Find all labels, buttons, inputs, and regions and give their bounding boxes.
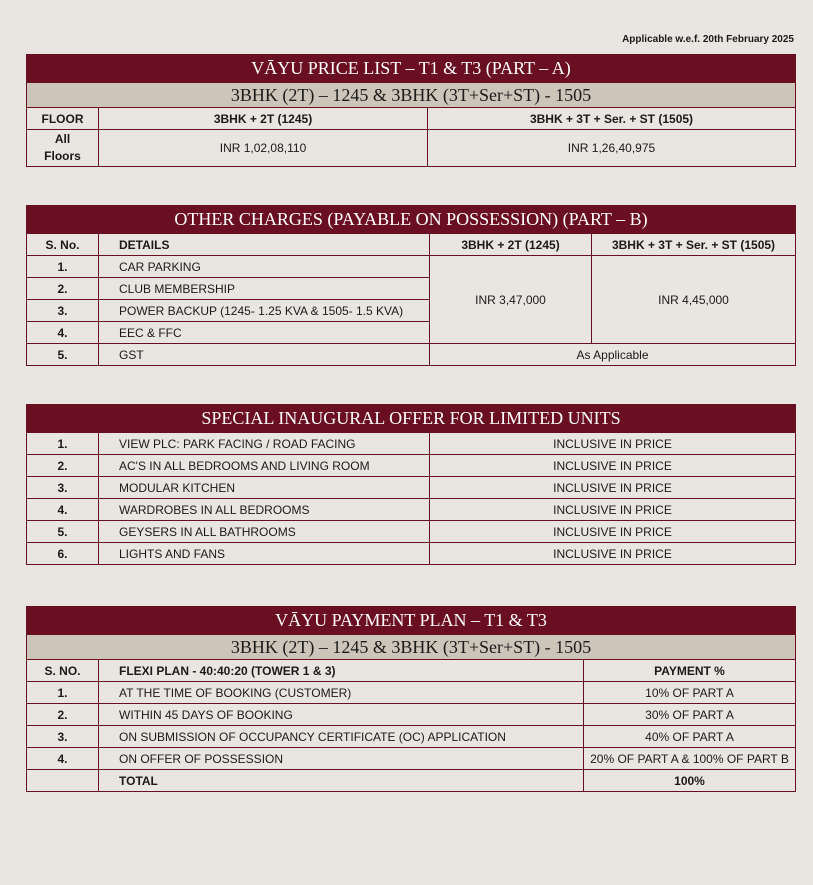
floor-line-1: All xyxy=(54,132,71,146)
row-number: 3. xyxy=(27,477,99,499)
header-details: DETAILS xyxy=(99,234,430,256)
offer-item: WARDROBES IN ALL BEDROOMS xyxy=(99,499,430,521)
row-number: 2. xyxy=(27,278,99,300)
row-number: 4. xyxy=(27,499,99,521)
special-offer-table xyxy=(26,404,796,565)
offer-item: GEYSERS IN ALL BATHROOMS xyxy=(99,521,430,543)
special-offer-title: SPECIAL INAUGURAL OFFER FOR LIMITED UNITS xyxy=(27,405,796,433)
header-payment: PAYMENT % xyxy=(584,660,796,682)
charge-detail: CAR PARKING xyxy=(99,256,430,278)
price-1245: INR 1,02,08,110 xyxy=(99,130,428,167)
charge-detail: POWER BACKUP (1245- 1.25 KVA & 1505- 1.5 KVA) xyxy=(99,300,430,322)
plan-stage: ON OFFER OF POSSESSION xyxy=(99,748,584,770)
plan-stage: AT THE TIME OF BOOKING (CUSTOMER) xyxy=(99,682,584,704)
plan-payment: 30% OF PART A xyxy=(584,704,796,726)
gst-value: As Applicable xyxy=(430,344,796,366)
total-empty-cell xyxy=(27,770,99,792)
offer-status: INCLUSIVE IN PRICE xyxy=(430,455,796,477)
row-number: 2. xyxy=(27,704,99,726)
gst-label: GST xyxy=(99,344,430,366)
header-1245: 3BHK + 2T (1245) xyxy=(99,108,428,130)
price-list-section xyxy=(26,54,796,167)
price-1505: INR 1,26,40,975 xyxy=(428,130,796,167)
payment-plan-title: VĀYU PAYMENT PLAN – T1 & T3 xyxy=(27,607,796,635)
offer-status: INCLUSIVE IN PRICE xyxy=(430,543,796,565)
header-1505: 3BHK + 3T + Ser. + ST (1505) xyxy=(592,234,796,256)
plan-payment: 40% OF PART A xyxy=(584,726,796,748)
row-number: 1. xyxy=(27,682,99,704)
row-number: 1. xyxy=(27,256,99,278)
offer-status: INCLUSIVE IN PRICE xyxy=(430,521,796,543)
plan-payment: 20% OF PART A & 100% OF PART B xyxy=(584,748,796,770)
row-number: 2. xyxy=(27,455,99,477)
charges-amount-1245: INR 3,47,000 xyxy=(430,256,592,344)
header-1245: 3BHK + 2T (1245) xyxy=(430,234,592,256)
row-number: 6. xyxy=(27,543,99,565)
row-number: 4. xyxy=(27,322,99,344)
charge-detail: CLUB MEMBERSHIP xyxy=(99,278,430,300)
floor-cell xyxy=(27,130,99,167)
plan-stage: ON SUBMISSION OF OCCUPANCY CERTIFICATE (OC) APPLICATION xyxy=(99,726,584,748)
offer-status: INCLUSIVE IN PRICE xyxy=(430,477,796,499)
offer-item: AC'S IN ALL BEDROOMS AND LIVING ROOM xyxy=(99,455,430,477)
total-label: TOTAL xyxy=(99,770,584,792)
total-value: 100% xyxy=(584,770,796,792)
plan-payment: 10% OF PART A xyxy=(584,682,796,704)
other-charges-section xyxy=(26,205,796,366)
offer-status: INCLUSIVE IN PRICE xyxy=(430,433,796,455)
header-flexi-plan: FLEXI PLAN - 40:40:20 (TOWER 1 & 3) xyxy=(99,660,584,682)
row-number: 1. xyxy=(27,433,99,455)
price-list-table xyxy=(26,54,796,167)
special-offer-section xyxy=(26,404,796,565)
payment-plan-section xyxy=(26,606,796,792)
offer-item: VIEW PLC: PARK FACING / ROAD FACING xyxy=(99,433,430,455)
header-sno: S. NO. xyxy=(27,660,99,682)
header-floor: FLOOR xyxy=(27,108,99,130)
applicable-date-note: Applicable w.e.f. 20th February 2025 xyxy=(622,34,794,45)
offer-item: MODULAR KITCHEN xyxy=(99,477,430,499)
row-number: 3. xyxy=(27,726,99,748)
price-list-title: VĀYU PRICE LIST – T1 & T3 (PART – A) xyxy=(27,55,796,83)
offer-status: INCLUSIVE IN PRICE xyxy=(430,499,796,521)
row-number: 5. xyxy=(27,344,99,366)
charge-detail: EEC & FFC xyxy=(99,322,430,344)
row-number: 3. xyxy=(27,300,99,322)
plan-stage: WITHIN 45 DAYS OF BOOKING xyxy=(99,704,584,726)
payment-plan-subtitle: 3BHK (2T) – 1245 & 3BHK (3T+Ser+ST) - 1505 xyxy=(27,635,796,660)
offer-item: LIGHTS AND FANS xyxy=(99,543,430,565)
charges-amount-1505: INR 4,45,000 xyxy=(592,256,796,344)
floor-line-2: Floors xyxy=(44,149,81,163)
payment-plan-table xyxy=(26,606,796,792)
row-number: 5. xyxy=(27,521,99,543)
other-charges-table xyxy=(26,205,796,366)
row-number: 4. xyxy=(27,748,99,770)
header-1505: 3BHK + 3T + Ser. + ST (1505) xyxy=(428,108,796,130)
header-sno: S. No. xyxy=(27,234,99,256)
other-charges-title: OTHER CHARGES (PAYABLE ON POSSESSION) (PART – B) xyxy=(27,206,796,234)
price-list-subtitle: 3BHK (2T) – 1245 & 3BHK (3T+Ser+ST) - 1505 xyxy=(27,83,796,108)
